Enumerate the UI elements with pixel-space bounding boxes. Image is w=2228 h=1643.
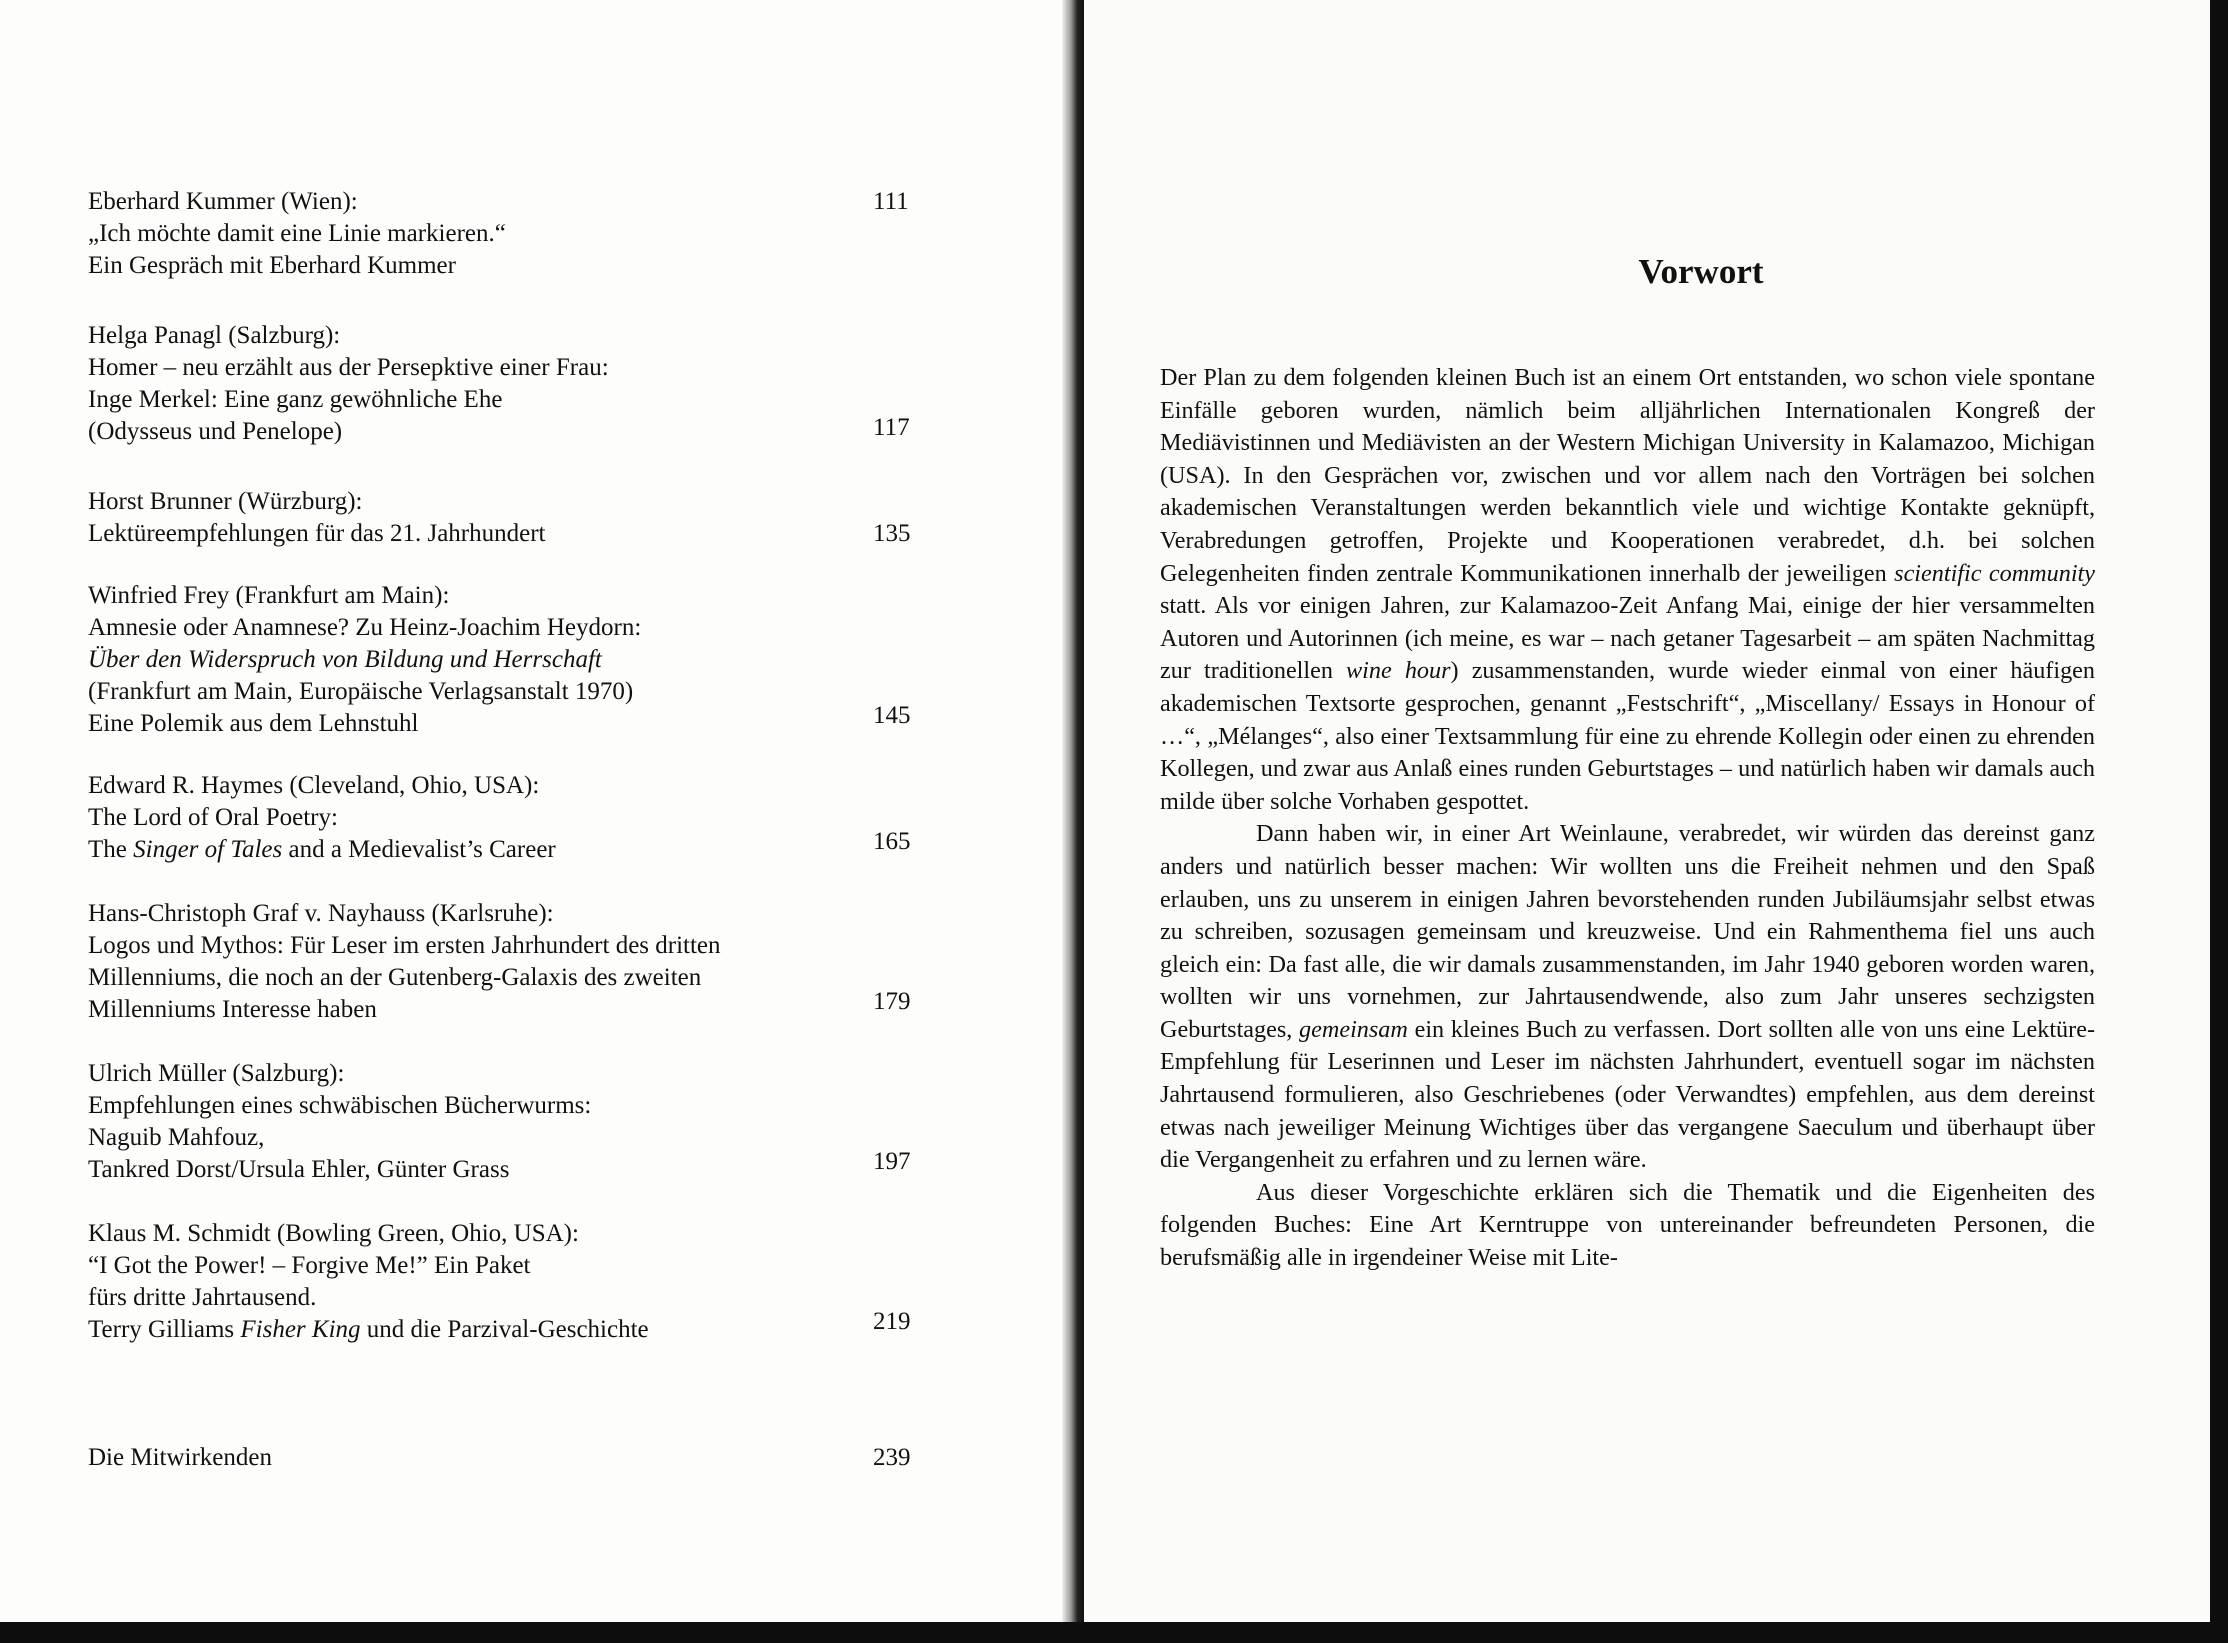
toc-text: Millenniums, die noch an der Gutenberg-Galaxis des zweiten <box>88 964 702 991</box>
left-page-table-of-contents <box>0 0 1062 1643</box>
toc-entry-line <box>88 218 1038 250</box>
toc-page-number: 111 <box>873 188 909 215</box>
toc-text: The <box>88 836 134 863</box>
toc-italic-title: Singer of Tales <box>133 836 283 863</box>
toc-text: fürs dritte Jahrtausend. <box>88 1284 317 1311</box>
toc-text: and a Medievalist’s Career <box>282 836 556 863</box>
foreword-text: statt. Als vor einigen Jahren, zur Kalamazoo-Zeit Anfang Mai, einige der hier versammelten Autoren und Autorinnen (ich meine, es war – nach getaner Tagesarbeit – am späten Nachmittag zur traditionellen <box>1160 592 2095 685</box>
toc-text: Hans-Christoph Graf v. Nayhauss (Karlsruhe): <box>88 900 554 927</box>
toc-text: Homer – neu erzählt aus der Persepktive einer Frau: <box>88 354 609 381</box>
toc-page-number: 197 <box>873 1148 911 1175</box>
foreword-text: Der Plan zu dem folgenden kleinen Buch ist an einem Ort entstanden, wo schon viele spontane Einfälle geboren wurden, nämlich beim alljährlichen Internationalen Kongreß der Mediävistinnen und Mediävisten an der Western Michigan University in Kalamazoo, Michigan (USA). In den Gesprächen vor, zwischen und vor allem nach den Vorträgen bei solchen akademischen Veranstaltungen werden bekanntlich viele und wichtige Kontakte geknüpft, Verabredungen getroffen, Projekte und Kooperationen verabredet, d.h. bei solchen Gelegenheiten finden zentrale Kommunikationen innerhalb der jeweiligen <box>1160 364 2095 587</box>
toc-italic-title: Fisher King <box>240 1316 361 1343</box>
toc-text: (Odysseus und Penelope) <box>88 418 343 445</box>
toc-text: Horst Brunner (Würzburg): <box>88 488 363 515</box>
toc-text: „Ich möchte damit eine Linie markieren.“ <box>88 220 506 247</box>
toc-entry-line <box>88 1250 1038 1282</box>
toc-page-number: 165 <box>873 828 911 855</box>
foreword-text: Dann haben wir, in einer Art Weinlaune, verabredet, wir würden das dereinst ganz anders und natürlich besser machen: Wir wollten uns die Freiheit nehmen und den Spaß erlauben, uns zu unserem in einigen Jahren bevorstehenden runden Jubiläumsjahr selbst etwas zu schreiben, sozusagen gemeinsam und kreuzweise. Und ein Rahmenthema fiel uns auch gleich ein: Da fast alle, die wir damals zusammenstanden, im Jahr 1940 geboren worden waren, wollten wir uns vornehmen, zur Jahrtausendwende, also zum Jahr unseres sechzigsten Geburtstages, <box>1160 820 2095 1043</box>
toc-text: Amnesie oder Anamnese? Zu Heinz-Joachim Heydorn: <box>88 614 642 641</box>
toc-text: Empfehlungen eines schwäbischen Bücherwurms: <box>88 1092 592 1119</box>
toc-text: und die Parzival-Geschichte <box>360 1316 649 1343</box>
toc-text: Winfried Frey (Frankfurt am Main): <box>88 582 450 609</box>
toc-text: (Frankfurt am Main, Europäische Verlagsanstalt 1970) <box>88 678 634 705</box>
toc-entry-line <box>88 320 1038 352</box>
toc-entry-line <box>88 644 1038 676</box>
toc-entry-line <box>88 930 1038 962</box>
foreword-text: ) zusammenstanden, wurde wieder einmal von einer häufigen akademischen Textsorte gesprochen, genannt „Festschrift“, „Miscellany/ Essays in Honour of …“, „Mélanges“, also einer Textsammlung für eine zu ehrende Kollegin oder einen zu ehrenden Kollegen, und zwar aus Anlaß eines runden Geburtstages – und natürlich haben wir damals auch milde über solche Vorhaben gespottet. <box>1160 657 2095 815</box>
toc-page-number: 239 <box>873 1444 911 1471</box>
toc-page-number: 179 <box>873 988 911 1015</box>
foreword-paragraph <box>1160 1177 2095 1275</box>
toc-entry-line <box>88 612 1038 644</box>
foreword-body <box>1160 362 2095 1275</box>
foreword-paragraph <box>1160 362 2095 818</box>
toc-page-number: 135 <box>873 520 911 547</box>
toc-text: Lektüreempfehlungen für das 21. Jahrhundert <box>88 520 546 547</box>
toc-text: Helga Panagl (Salzburg): <box>88 322 341 349</box>
toc-entry-line <box>88 352 1038 384</box>
toc-text: “I Got the Power! – Forgive Me!” Ein Paket <box>88 1252 531 1279</box>
toc-text: Naguib Mahfouz, <box>88 1124 265 1151</box>
toc-text: Inge Merkel: Eine ganz gewöhnliche Ehe <box>88 386 503 413</box>
right-page-foreword <box>1084 0 2210 1643</box>
toc-page-number: 117 <box>873 414 910 441</box>
toc-text: Klaus M. Schmidt (Bowling Green, Ohio, USA): <box>88 1220 579 1247</box>
toc-page-number: 219 <box>873 1308 911 1335</box>
foreword-title: Vorwort <box>1638 252 1764 291</box>
right-page-edge <box>2210 0 2228 1643</box>
toc-text: Eberhard Kummer (Wien): <box>88 188 358 215</box>
toc-text: Logos und Mythos: Für Leser im ersten Jahrhundert des dritten <box>88 932 721 959</box>
toc-text: Eine Polemik aus dem Lehnstuhl <box>88 710 419 737</box>
foreword-italic-term: gemeinsam <box>1299 1015 1408 1043</box>
toc-entry-line <box>88 898 1038 930</box>
toc-entry-line <box>88 1218 1038 1250</box>
foreword-italic-term: wine hour <box>1346 657 1451 685</box>
foreword-text: Aus dieser Vorgeschichte erklären sich die Thematik und die Eigenheiten des folgenden Buches: Eine Art Kerntruppe von untereinander befreundeten Personen, die berufsmäßig alle in irgendeiner Weise mit Lite- <box>1160 1178 2095 1272</box>
toc-text: Tankred Dorst/Ursula Ehler, Günter Grass <box>88 1156 510 1183</box>
toc-text: Die Mitwirkenden <box>88 1444 272 1471</box>
toc-entry-line <box>88 580 1038 612</box>
toc-text: Edward R. Haymes (Cleveland, Ohio, USA): <box>88 772 540 799</box>
toc-page-number: 145 <box>873 702 911 729</box>
foreword-italic-term: scientific community <box>1894 559 2095 587</box>
toc-text: Millenniums Interesse haben <box>88 996 377 1023</box>
bottom-page-edge <box>0 1622 2228 1643</box>
book-gutter <box>1062 0 1084 1643</box>
toc-text: Ein Gespräch mit Eberhard Kummer <box>88 252 456 279</box>
toc-entry-line <box>88 770 1038 802</box>
toc-entry-line <box>88 486 1038 518</box>
toc-text: The Lord of Oral Poetry: <box>88 804 338 831</box>
toc-text: Ulrich Müller (Salzburg): <box>88 1060 345 1087</box>
toc-entry-line <box>88 250 1038 282</box>
toc-entry-line <box>88 1058 1038 1090</box>
foreword-paragraph <box>1160 818 2095 1177</box>
toc-entry-line <box>88 1090 1038 1122</box>
toc-italic-title: Über den Widerspruch von Bildung und Herrschaft <box>88 646 602 673</box>
foreword-text: ein kleines Buch zu verfassen. Dort sollten alle von uns eine Lektüre-Empfehlung für Leserinnen und Leser im nächsten Jahrhundert, eventuell sogar im nächsten Jahrtausend formulieren, also Geschriebenes (oder Verwandtes) empfehlen, aus dem dereinst etwas nach jeweiliger Meinung Wichtiges über das vergangene Saeculum und überhaupt über die Vergangenheit zu erfahren und zu lernen wäre. <box>1160 1015 2095 1174</box>
toc-text: Terry Gilliams <box>88 1316 241 1343</box>
